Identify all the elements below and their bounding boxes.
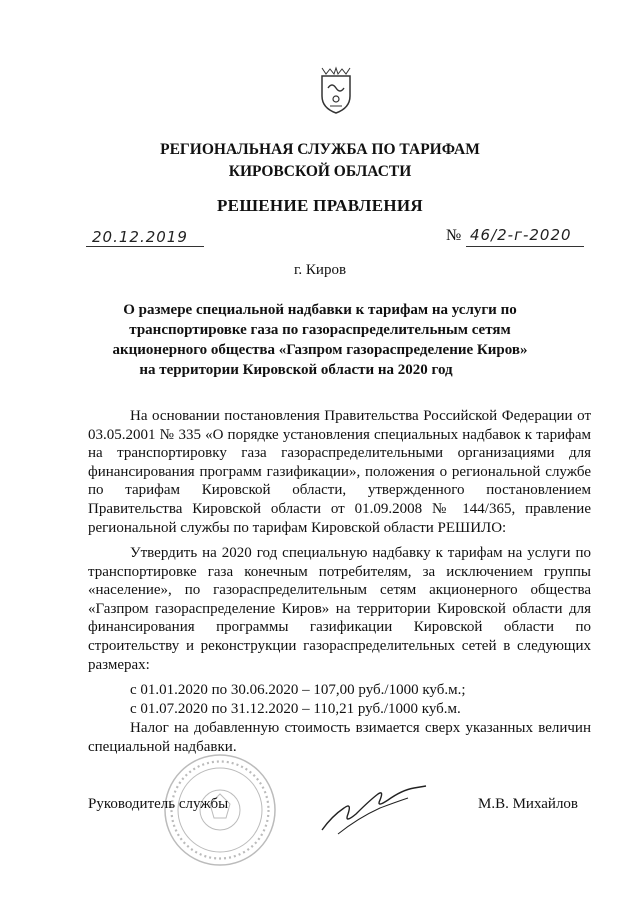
number-label: № [446, 227, 462, 244]
city: г. Киров [293, 262, 347, 278]
rate-line-first-half: с 01.01.2020 по 30.06.2020 – 107,00 руб./1000 куб.м.; [130, 682, 466, 698]
handwritten-signature-icon [318, 778, 430, 838]
rate-line-second-half: с 01.07.2020 по 31.12.2020 – 110,21 руб./1000 куб.м. [130, 701, 461, 717]
org-name-line1: РЕГИОНАЛЬНАЯ СЛУЖБА ПО ТАРИФАМ [160, 141, 480, 158]
date-underline [86, 246, 204, 247]
body-paragraph-vat: Налог на добавленную стоимость взимается сверх указанных величин специальной надбавки. [88, 720, 591, 755]
document-number: 46/2-г-2020 [470, 226, 572, 244]
subject-line: на территории Кировской области на 2020 год [139, 362, 453, 378]
body-paragraph-decision: Утвердить на 2020 год специальную надбавку к тарифам на услуги по транспортировке газа конечным потребителям, за исключением группы «население», по газораспределительным сетям акционерного общества «Газпром газораспределение Киров» на территории Кировской области для финансирования программы газификации Кировской области по строительству и реконструкции газораспределительных сетей в следующих размерах: [88, 545, 591, 673]
body-paragraph-basis: На основании постановления Правительства Российской Федерации от 03.05.2001 № 335 «О порядке установления специальных надбавок к тарифам на транспортировку газа газораспределительными организациями для финансирования программ газификации», положения о региональной службе по тарифам Кировской области, утвержденного постановлением Правительства Кировской области от 01.09.2008 № 144/365, правление региональной службы по тарифам Кировской области РЕШИЛО: [88, 408, 591, 536]
org-name-line2: КИРОВСКОЙ ОБЛАСТИ [228, 163, 412, 180]
document-date: 20.12.2019 [92, 228, 188, 246]
number-underline [466, 246, 584, 247]
signatory-role: Руководитель службы [88, 796, 229, 812]
document-type: РЕШЕНИЕ ПРАВЛЕНИЯ [217, 196, 423, 215]
signatory-name: М.В. Михайлов [478, 796, 579, 812]
subject-line: акционерного общества «Газпром газораспределение Киров» [112, 342, 528, 358]
subject-line: транспортировке газа по газораспределительным сетям [129, 322, 511, 338]
coat-of-arms-icon [316, 66, 356, 116]
subject-line: О размере специальной надбавки к тарифам на услуги по [123, 302, 517, 318]
